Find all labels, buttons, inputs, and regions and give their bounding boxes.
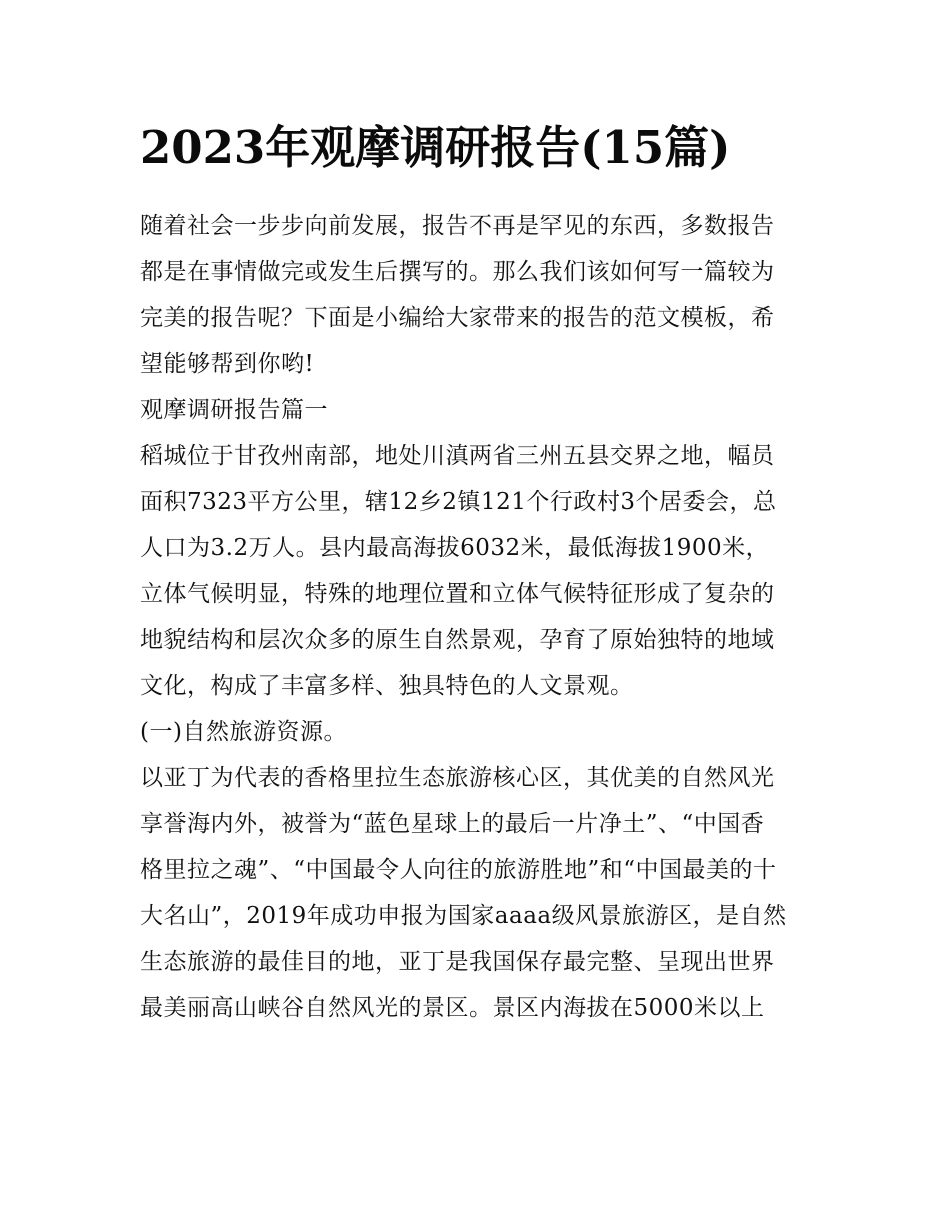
text-line: 面积7323平方公里，辖12乡2镇121个行政村3个居委会，总 bbox=[140, 489, 777, 515]
text-line: 最美丽高山峡谷自然风光的景区。景区内海拔在5000米以上 bbox=[140, 995, 765, 1021]
text-line: 完美的报告呢？下面是小编给大家带来的报告的范文模板，希 bbox=[140, 305, 775, 331]
document-body bbox=[140, 203, 830, 1031]
text-line: 立体气候明显，特殊的地理位置和立体气候特征形成了复杂的 bbox=[140, 581, 775, 607]
text-line: 都是在事情做完或发生后撰写的。那么我们该如何写一篇较为 bbox=[140, 259, 775, 285]
text-line: 随着社会一步步向前发展，报告不再是罕见的东西，多数报告 bbox=[140, 213, 775, 239]
text-line: 享誉海内外，被誉为“蓝色星球上的最后一片净土”、“中国香 bbox=[140, 811, 765, 837]
subsection-heading: (一)自然旅游资源。 bbox=[140, 719, 347, 745]
document-title: 2023年观摩调研报告(15篇) bbox=[140, 121, 731, 174]
text-line: 大名山”，2019年成功申报为国家aaaa级风景旅游区，是自然 bbox=[140, 903, 787, 929]
section-heading: 观摩调研报告篇一 bbox=[140, 397, 328, 423]
text-line: 生态旅游的最佳目的地，亚丁是我国保存最完整、呈现出世界 bbox=[140, 949, 775, 975]
text-line: 稻城位于甘孜州南部，地处川滇两省三州五县交界之地，幅员 bbox=[140, 443, 775, 469]
text-line: 以亚丁为代表的香格里拉生态旅游核心区，其优美的自然风光 bbox=[140, 765, 775, 791]
text-line: 格里拉之魂”、“中国最令人向往的旅游胜地”和“中国最美的十 bbox=[140, 857, 777, 883]
text-line: 人口为3.2万人。县内最高海拔6032米，最低海拔1900米， bbox=[140, 535, 770, 561]
text-line: 望能够帮到你哟! bbox=[140, 351, 315, 377]
text-line: 文化，构成了丰富多样、独具特色的人文景观。 bbox=[140, 673, 634, 699]
text-line: 地貌结构和层次众多的原生自然景观，孕育了原始独特的地域 bbox=[140, 627, 775, 653]
